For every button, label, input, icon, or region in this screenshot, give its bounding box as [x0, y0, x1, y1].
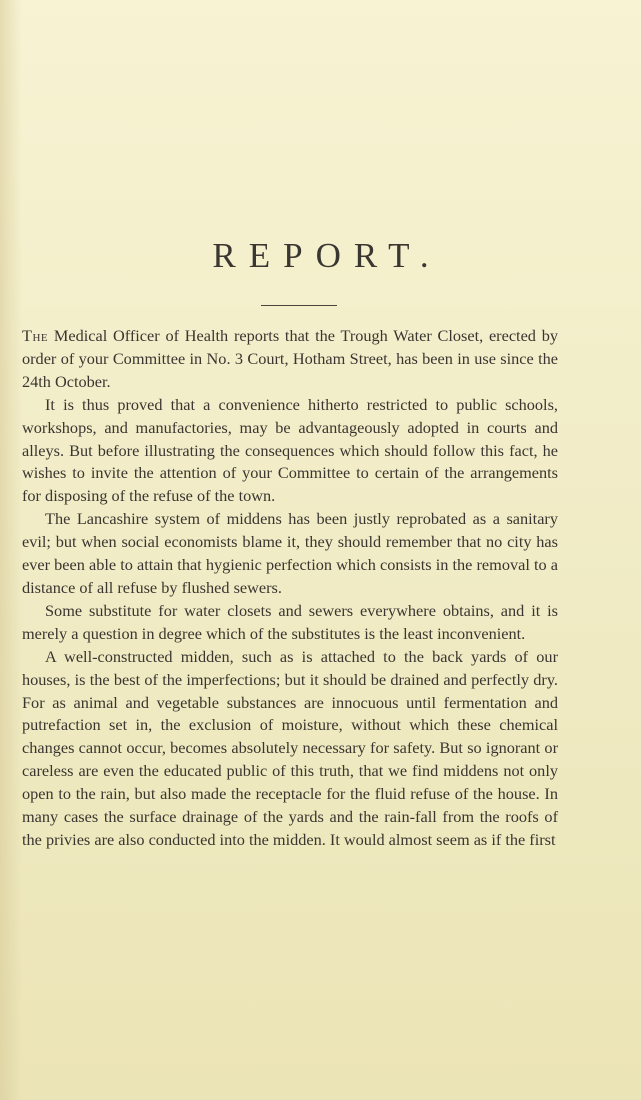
page-edge-shadow: [0, 0, 22, 1100]
title-divider: [261, 305, 337, 306]
report-body: [22, 325, 558, 852]
paragraph-text: Medical Officer of Health reports that the Trough Water Closet, erected by order of your Committee in No. 3 Court, Hotham Street, has been in use since the 24th October.: [22, 326, 558, 391]
paragraph-2: It is thus proved that a convenience hitherto restricted to public schools, workshops, and manufactories, may be advantageously adopted in courts and alleys. But before illustrating the consequences which should follow this fact, he wishes to invite the attention of your Committee to certain of the arrangements for disposing of the refuse of the town.: [22, 394, 558, 506]
paragraph-1: [22, 325, 558, 394]
page-title: REPORT.: [212, 236, 442, 275]
paragraph-3: The Lancashire system of middens has been justly reprobated as a sanitary evil; but when social economists blame it, they should remember that no city has ever been able to attain that hygienic perfection which consists in the removal to a distance of all refuse by flushed sewers.: [22, 509, 558, 597]
paragraph-lead-word: The: [22, 326, 49, 345]
paragraph-4: Some substitute for water closets and sewers everywhere obtains, and it is merely a question in degree which of the substitutes is the least inconvenient.: [22, 600, 558, 643]
paragraph-5: A well-constructed midden, such as is attached to the back yards of our houses, is the best of the imperfections; but it should be drained and perfectly dry. For as animal and vegetable substances are innocuous until fermentation and putrefaction set in, the exclusion of moisture, without which these chemical changes cannot occur, becomes absolutely necessary for safety. But so ignorant or careless are even the educated public of this truth, that we find middens not only open to the rain, but also made the receptacle for the fluid refuse of the house. In many cases the surface drainage of the yards and the rain-fall from the roofs of the privies are also conducted into the midden. It would almost seem as if the first: [22, 646, 558, 849]
